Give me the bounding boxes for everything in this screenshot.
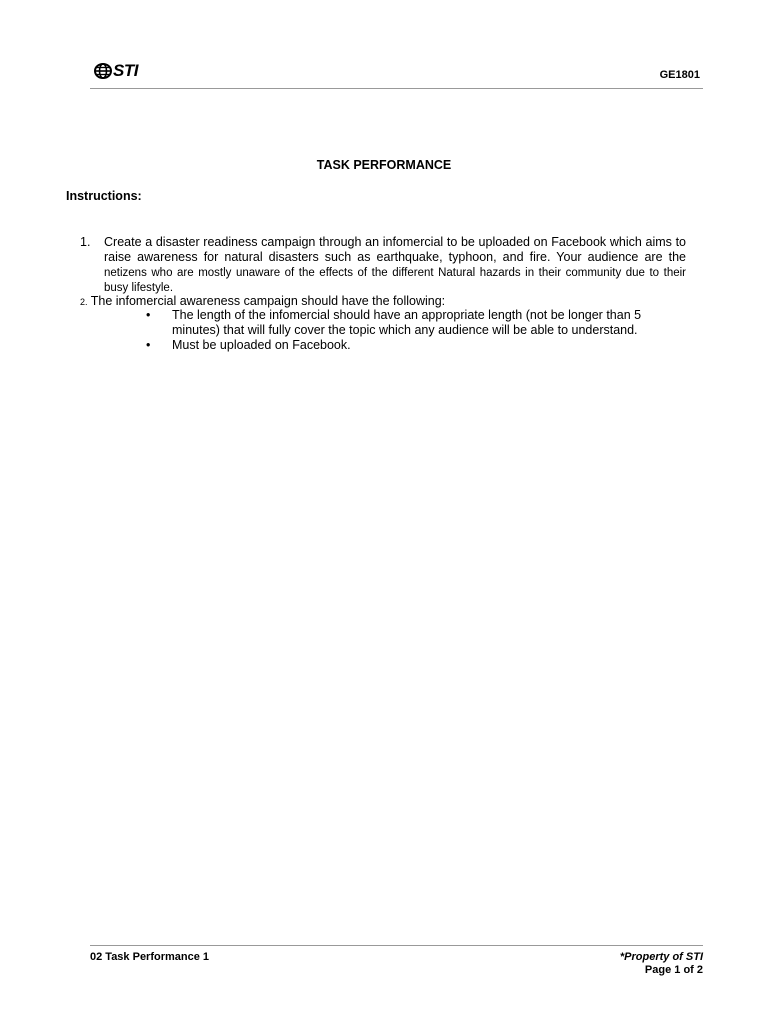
list-item [146,308,666,338]
bullet-icon: • [146,338,151,352]
header-divider [90,88,703,89]
footer-divider [90,945,703,946]
document-code: GE1801 [659,69,700,81]
item-number: 2. [80,297,88,307]
item-text-main: Create a disaster readiness campaign through an infomercial to be uploaded on Facebook which aims to raise awareness for natural disasters such as earthquake, typhoon, and fire. Your audience are the [104,235,686,264]
logo-text: STI [113,61,138,80]
globe-icon [94,63,112,79]
page-header [90,60,703,90]
item-text: The infomercial awareness campaign should have the following: [90,294,446,308]
property-notice: *Property of STI [619,951,703,963]
list-item-text: Must be uploaded on Facebook. [172,338,351,352]
footer-right [620,951,703,977]
item-text [104,235,686,295]
bullet-icon: • [146,308,151,322]
page-number: Page 1 of 2 [644,964,703,976]
sti-logo [94,62,138,79]
footer-doc-title: 02 Task Performance 1 [90,951,210,963]
list-item [146,338,666,353]
instruction-item-1 [80,235,686,295]
item-text-small: netizens who are mostly unaware of the effects of the different Natural hazards in their community due to their busy lifestyle. [104,267,686,294]
instructions-heading: Instructions: [66,189,142,203]
requirements-list [146,308,666,353]
list-item-text: The length of the infomercial should have an appropriate length (not be longer than 5 minutes) that will fully cover the topic which any audience will be able to understand. [172,308,642,337]
page-title: TASK PERFORMANCE [316,158,452,172]
item-number: 1. [80,235,91,249]
